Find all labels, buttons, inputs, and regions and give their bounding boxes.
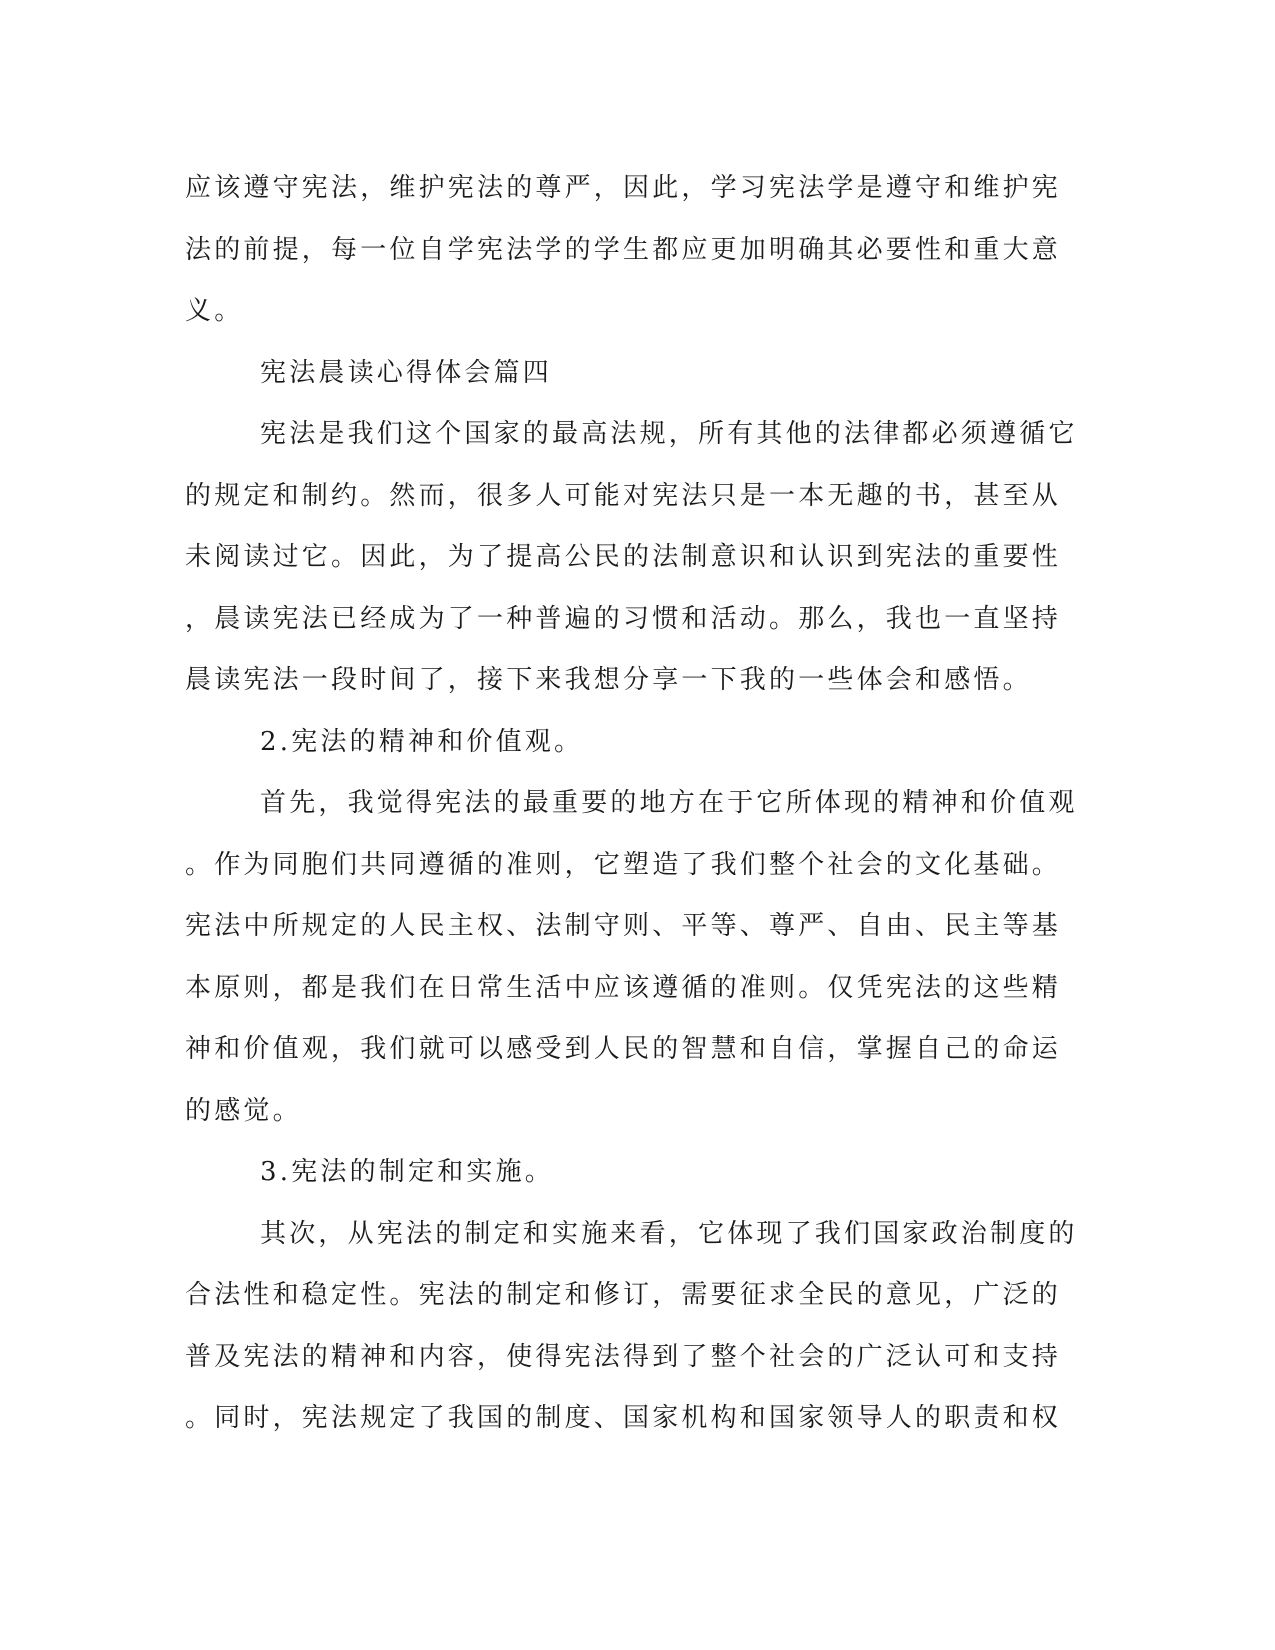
paragraph-start: 其次，从宪法的制定和实施来看，它体现了我们国家政治制度的 bbox=[260, 1218, 1078, 1249]
text-line: 义。 bbox=[185, 296, 244, 326]
text-line: 未阅读过它。因此，为了提高公民的法制意识和认识到宪法的重要性 bbox=[185, 542, 1062, 572]
text-line: ，晨读宪法已经成为了一种普遍的习惯和活动。那么，我也一直坚持 bbox=[185, 603, 1062, 634]
text-line: 的感觉。 bbox=[185, 1095, 302, 1126]
subheading: 2.宪法的精神和价值观。 bbox=[260, 726, 584, 757]
text-line: 应该遵守宪法，维护宪法的尊严，因此，学习宪法学是遵守和维护宪 bbox=[185, 173, 1062, 203]
text-line: 神和价值观，我们就可以感受到人民的智慧和自信，掌握自己的命运 bbox=[185, 1034, 1062, 1064]
text-line: 合法性和稳定性。宪法的制定和修订，需要征求全民的意见，广泛的 bbox=[185, 1280, 1062, 1310]
body-text bbox=[185, 158, 1090, 1450]
text-line: 的规定和制约。然而，很多人可能对宪法只是一本无趣的书，甚至从 bbox=[185, 480, 1062, 511]
section-heading: 宪法晨读心得体会篇四 bbox=[260, 357, 553, 388]
text-line: 晨读宪法一段时间了，接下来我想分享一下我的一些体会和感悟。 bbox=[185, 665, 1032, 695]
text-line: 宪法中所规定的人民主权、法制守则、平等、尊严、自由、民主等基 bbox=[185, 911, 1062, 941]
text-line: 。同时，宪法规定了我国的制度、国家机构和国家领导人的职责和权 bbox=[185, 1403, 1062, 1433]
text-line: 本原则，都是我们在日常生活中应该遵循的准则。仅凭宪法的这些精 bbox=[185, 972, 1062, 1003]
paragraph-start: 宪法是我们这个国家的最高法规，所有其他的法律都必须遵循它 bbox=[260, 419, 1078, 449]
text-line: 普及宪法的精神和内容，使得宪法得到了整个社会的广泛认可和支持 bbox=[185, 1341, 1062, 1372]
text-line: 法的前提，每一位自学宪法学的学生都应更加明确其必要性和重大意 bbox=[185, 234, 1062, 265]
text-line: 。作为同胞们共同遵循的准则，它塑造了我们整个社会的文化基础。 bbox=[185, 849, 1062, 880]
paragraph-start: 首先，我觉得宪法的最重要的地方在于它所体现的精神和价值观 bbox=[260, 788, 1078, 818]
subheading: 3.宪法的制定和实施。 bbox=[260, 1157, 555, 1187]
